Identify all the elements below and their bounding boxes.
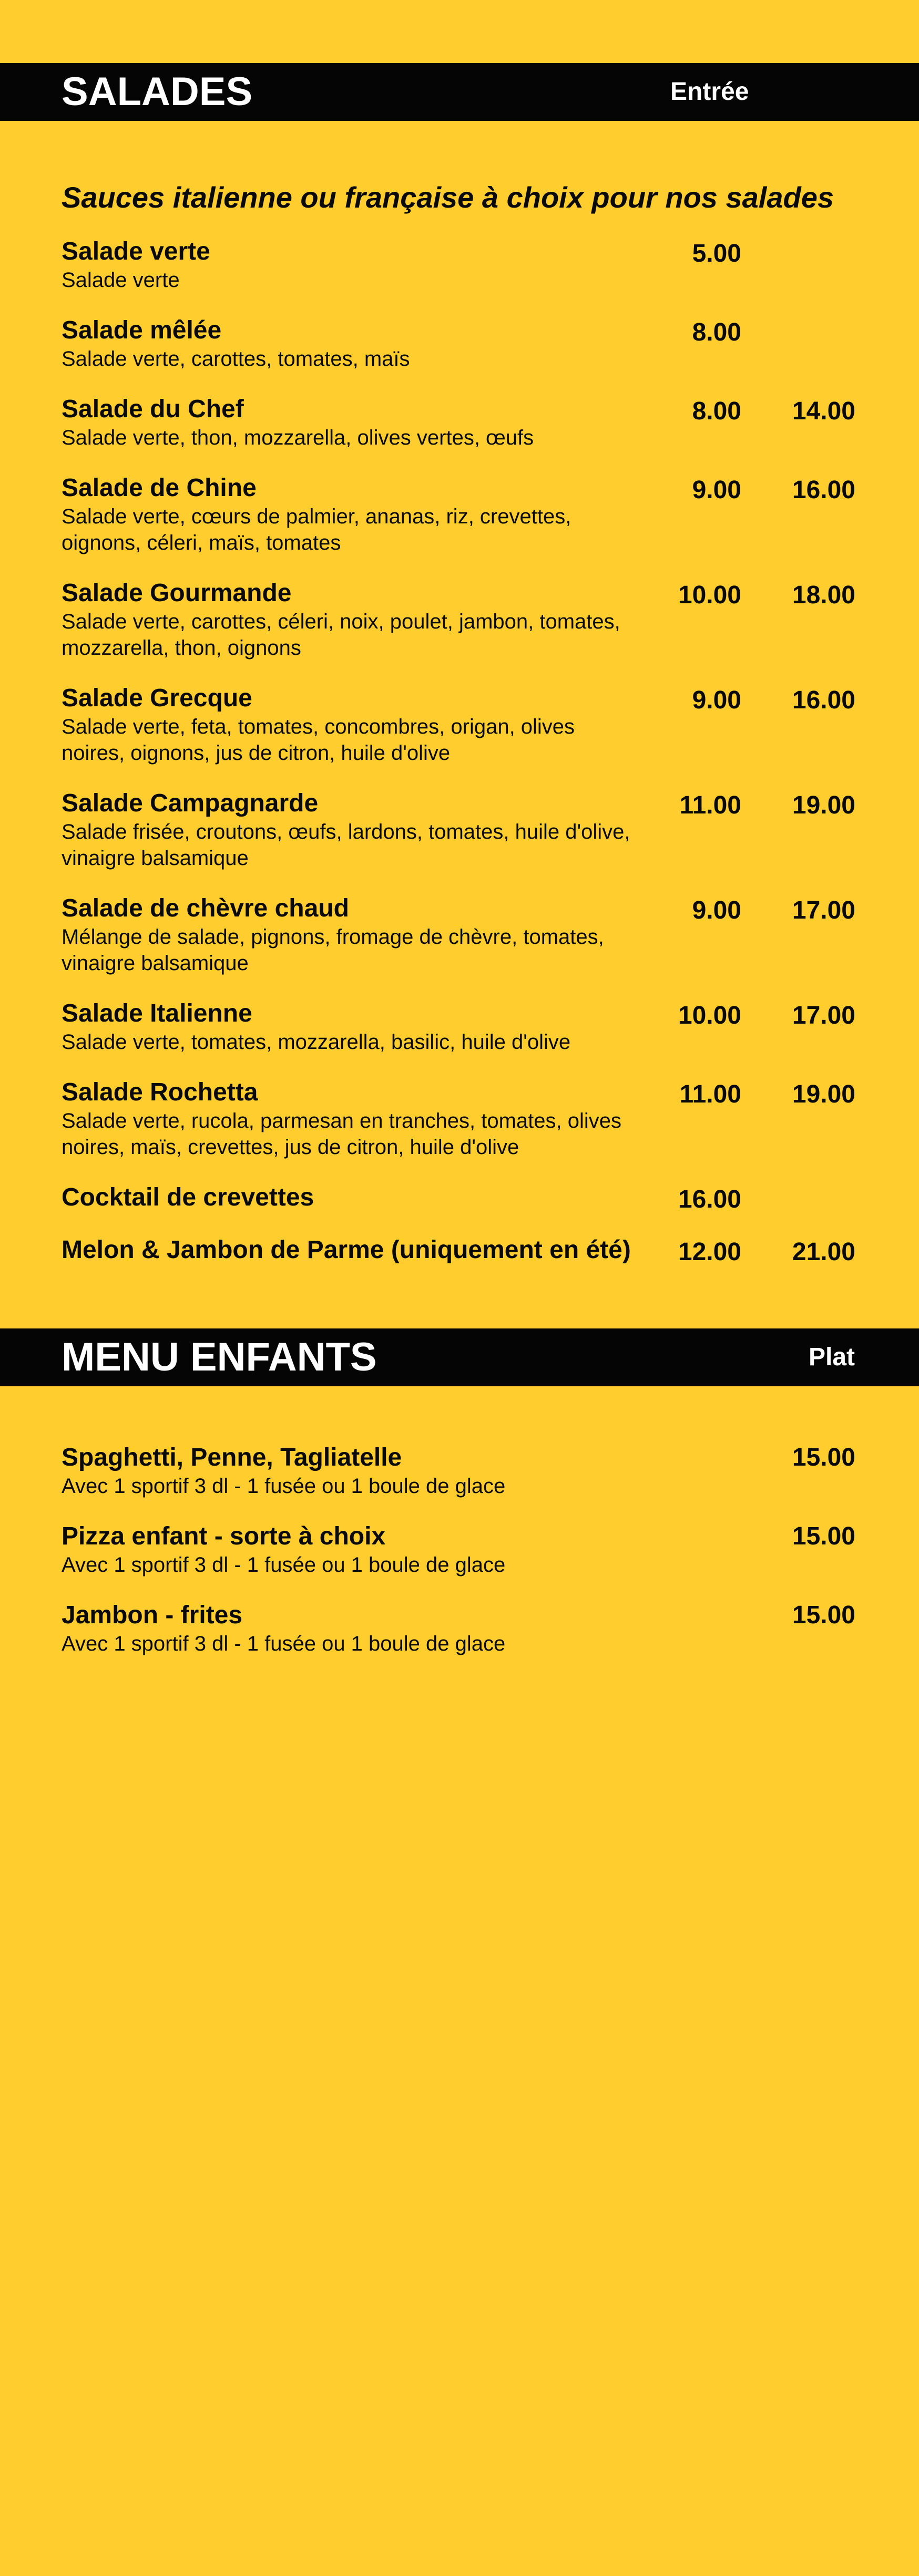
item-desc: Salade verte, carottes, tomates, maïs	[62, 347, 410, 370]
price-entree: 10.00	[678, 581, 741, 609]
item-desc: Avec 1 sportif 3 dl - 1 fusée ou 1 boule de glace	[62, 1475, 506, 1498]
salades-column-label: Entrée	[670, 78, 749, 106]
item-name: Salade Campagnarde	[62, 789, 319, 817]
item-name: Salade de chèvre chaud	[62, 894, 349, 922]
item-name: Salade Rochetta	[62, 1078, 258, 1106]
item-desc: Salade verte, cœurs de palmier, ananas, riz, crevettes, oignons, céleri, maïs, tomates	[62, 505, 571, 554]
salades-title: SALADES	[62, 69, 253, 114]
price-entree: 9.00	[692, 476, 741, 504]
price-entree: 9.00	[692, 686, 741, 714]
item-desc: Salade verte, feta, tomates, concombres, origan, olives noires, oignons, jus de citron, huile d'olive	[62, 715, 575, 765]
item-name: Salade Grecque	[62, 684, 252, 712]
price-plat: 15.00	[792, 1601, 855, 1629]
item-desc: Salade verte	[62, 269, 180, 292]
menu-item	[62, 236, 882, 293]
item-desc: Mélange de salade, pignons, fromage de chèvre, tomates, vinaigre balsamique	[62, 925, 604, 975]
menu-item	[62, 1182, 882, 1213]
price-plat: 21.00	[792, 1238, 855, 1266]
menu-item	[62, 683, 882, 766]
menu-item	[62, 1077, 882, 1160]
item-name: Salade du Chef	[62, 395, 244, 423]
price-entree: 16.00	[678, 1186, 741, 1213]
menu-item	[62, 1235, 882, 1265]
item-desc: Avec 1 sportif 3 dl - 1 fusée ou 1 boule de glace	[62, 1632, 506, 1655]
price-plat: 17.00	[792, 897, 855, 924]
menu-item	[62, 1600, 882, 1657]
menu-item	[62, 788, 882, 871]
item-name: Salade Gourmande	[62, 579, 292, 607]
price-entree: 10.00	[678, 1002, 741, 1029]
price-plat: 15.00	[792, 1522, 855, 1550]
price-entree: 9.00	[692, 897, 741, 924]
menu-item	[62, 1521, 882, 1578]
item-name: Melon & Jambon de Parme (uniquement en été)	[62, 1236, 631, 1264]
price-plat: 15.00	[792, 1444, 855, 1471]
enfants-title: MENU ENFANTS	[62, 1335, 377, 1379]
item-desc: Salade verte, rucola, parmesan en tranches, tomates, olives noires, maïs, crevettes, jus de citron, huile d'olive	[62, 1109, 621, 1159]
menu-item	[62, 998, 882, 1055]
price-entree: 8.00	[692, 318, 741, 346]
item-name: Salade Italienne	[62, 1000, 252, 1027]
menu-item	[62, 578, 882, 661]
item-desc: Salade verte, thon, mozzarella, olives vertes, œufs	[62, 426, 534, 449]
price-entree: 5.00	[692, 240, 741, 267]
menu-item	[62, 315, 882, 372]
item-name: Salade verte	[62, 238, 210, 265]
menu-item	[62, 473, 882, 556]
item-desc: Salade frisée, croutons, œufs, lardons, tomates, huile d'olive, vinaigre balsamique	[62, 820, 630, 870]
price-plat: 14.00	[792, 397, 855, 425]
menu-item	[62, 1442, 882, 1499]
item-desc: Avec 1 sportif 3 dl - 1 fusée ou 1 boule de glace	[62, 1553, 506, 1576]
item-name: Salade de Chine	[62, 474, 257, 502]
item-name: Salade mêlée	[62, 316, 222, 344]
menu-item	[62, 893, 882, 976]
item-name: Spaghetti, Penne, Tagliatelle	[62, 1444, 402, 1471]
item-name: Jambon - frites	[62, 1601, 243, 1629]
price-entree: 11.00	[679, 1080, 741, 1108]
price-entree: 12.00	[678, 1238, 741, 1266]
price-entree: 8.00	[692, 397, 741, 425]
enfants-column-label: Plat	[809, 1343, 855, 1371]
price-plat: 17.00	[792, 1002, 855, 1029]
item-name: Cocktail de crevettes	[62, 1183, 314, 1211]
price-plat: 16.00	[792, 476, 855, 504]
item-name: Pizza enfant - sorte à choix	[62, 1522, 386, 1550]
price-plat: 18.00	[792, 581, 855, 609]
salades-subtitle: Sauces italienne ou française à choix pour nos salades	[62, 181, 834, 214]
enfants-header-bar	[0, 1328, 919, 1386]
price-plat: 16.00	[792, 686, 855, 714]
price-plat: 19.00	[792, 791, 855, 819]
price-plat: 19.00	[792, 1080, 855, 1108]
menu-item	[62, 394, 882, 451]
salades-header-bar	[0, 63, 919, 121]
price-entree: 11.00	[679, 791, 741, 819]
item-desc: Salade verte, carottes, céleri, noix, poulet, jambon, tomates, mozzarella, thon, oignons	[62, 610, 620, 660]
item-desc: Salade verte, tomates, mozzarella, basilic, huile d'olive	[62, 1031, 571, 1054]
